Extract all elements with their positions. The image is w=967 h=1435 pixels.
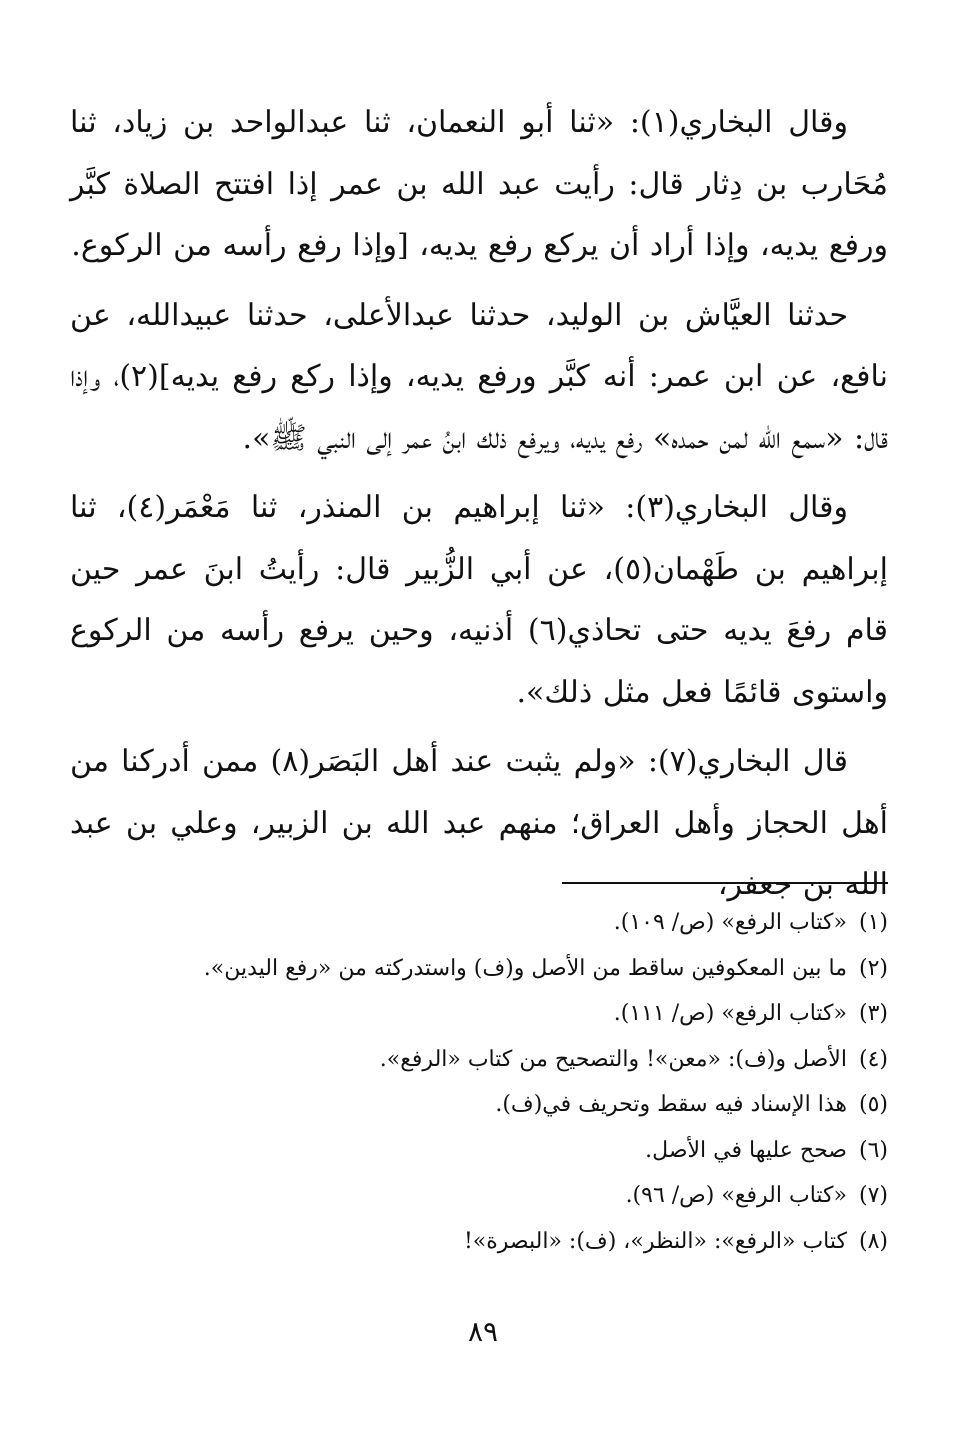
footnotes-list (203, 900, 888, 1264)
footnote-1 (260, 900, 888, 946)
footnote-2 (203, 946, 888, 992)
footnote-divider (562, 882, 888, 884)
footnote-number: (٥) (858, 1092, 888, 1117)
paragraph-3: وقال البخاري(٣): «ثنا إبراهيم بن المنذر، ثنا مَعْمَر(٤)، ثنا إبراهيم بن طَهْمان(٥)، عن أبي الزُّبير قال: رأيتُ ابنَ عمر حين قام رفعَ يديه حتى تحاذي(٦) أذنيه، وحين يرفع رأسه من الركوع واستوى قائمًا فعل مثل ذلك». (70, 490, 889, 710)
footnote-text: «كتاب الرفع» (ص/ ١٠٩). (613, 910, 847, 935)
footnote-text: كتاب «الرفع»: «النظر»، (ف): «البصرة»! (463, 1228, 847, 1254)
footnote-text: الأصل و(ف): «معن»! والتصحيح من كتاب «الرفع». (379, 1046, 847, 1072)
footnote-text: صحح عليها في الأصل. (645, 1137, 847, 1163)
footnote-5 (260, 1082, 888, 1128)
footnote-number: (٨) (858, 1228, 888, 1254)
footnote-number: (١) (858, 910, 888, 935)
footnote-7 (260, 1173, 888, 1219)
footnote-text: «كتاب الرفع» (ص/ ١١١). (613, 1001, 847, 1026)
footnote-number: (٢) (858, 955, 888, 981)
paragraph-4: قال البخاري(٧): «ولم يثبت عند أهل البَصَر(٨) ممن أدركنا من أهل الحجاز وأهل العراق؛ منهم عبد الله بن الزبير، وعلي بن عبد الله بن جعفر، (70, 744, 888, 902)
footnote-6 (260, 1128, 888, 1174)
footnote-text: ما بين المعكوفين ساقط من الأصل و(ف) واستدركته من «رفع اليدين». (203, 955, 847, 981)
footnote-number: (٦) (858, 1137, 888, 1163)
main-text (70, 92, 888, 924)
paragraph-2: حدثنا العيَّاش بن الوليد، حدثنا عبدالأعلى، حدثنا عبيدالله، عن نافع، عن ابن عمر: أنه كبَّر ورفع يديه، وإذا ركع رفع يديه](٢)، وإذا قال: «سمع الله لمن حمده» رفع يديه، ويرفع ذلك ابنُ عمر إلى النبي ﷺ». (70, 297, 888, 456)
footnote-3 (260, 991, 888, 1037)
footnote-text: «كتاب الرفع» (ص/ ٩٦). (625, 1183, 847, 1208)
footnote-number: (٣) (858, 1001, 888, 1026)
footnote-8 (260, 1219, 888, 1265)
footnote-4 (260, 1037, 888, 1083)
paragraph-1: وقال البخاري(١): «ثنا أبو النعمان، ثنا عبدالواحد بن زياد، ثنا مُحَارب بن دِثار قال: رأيت عبد الله بن عمر إذا افتتح الصلاة كبَّر ورفع يديه، وإذا أراد أن يركع رفع يديه، [وإذا رفع رأسه من الركوع. (70, 105, 888, 263)
page-number: ٨٩ (467, 1315, 499, 1348)
footnote-number: (٧) (858, 1183, 888, 1208)
footnote-number: (٤) (858, 1046, 888, 1072)
footnote-text: هذا الإسناد فيه سقط وتحريف في(ف). (495, 1092, 847, 1117)
